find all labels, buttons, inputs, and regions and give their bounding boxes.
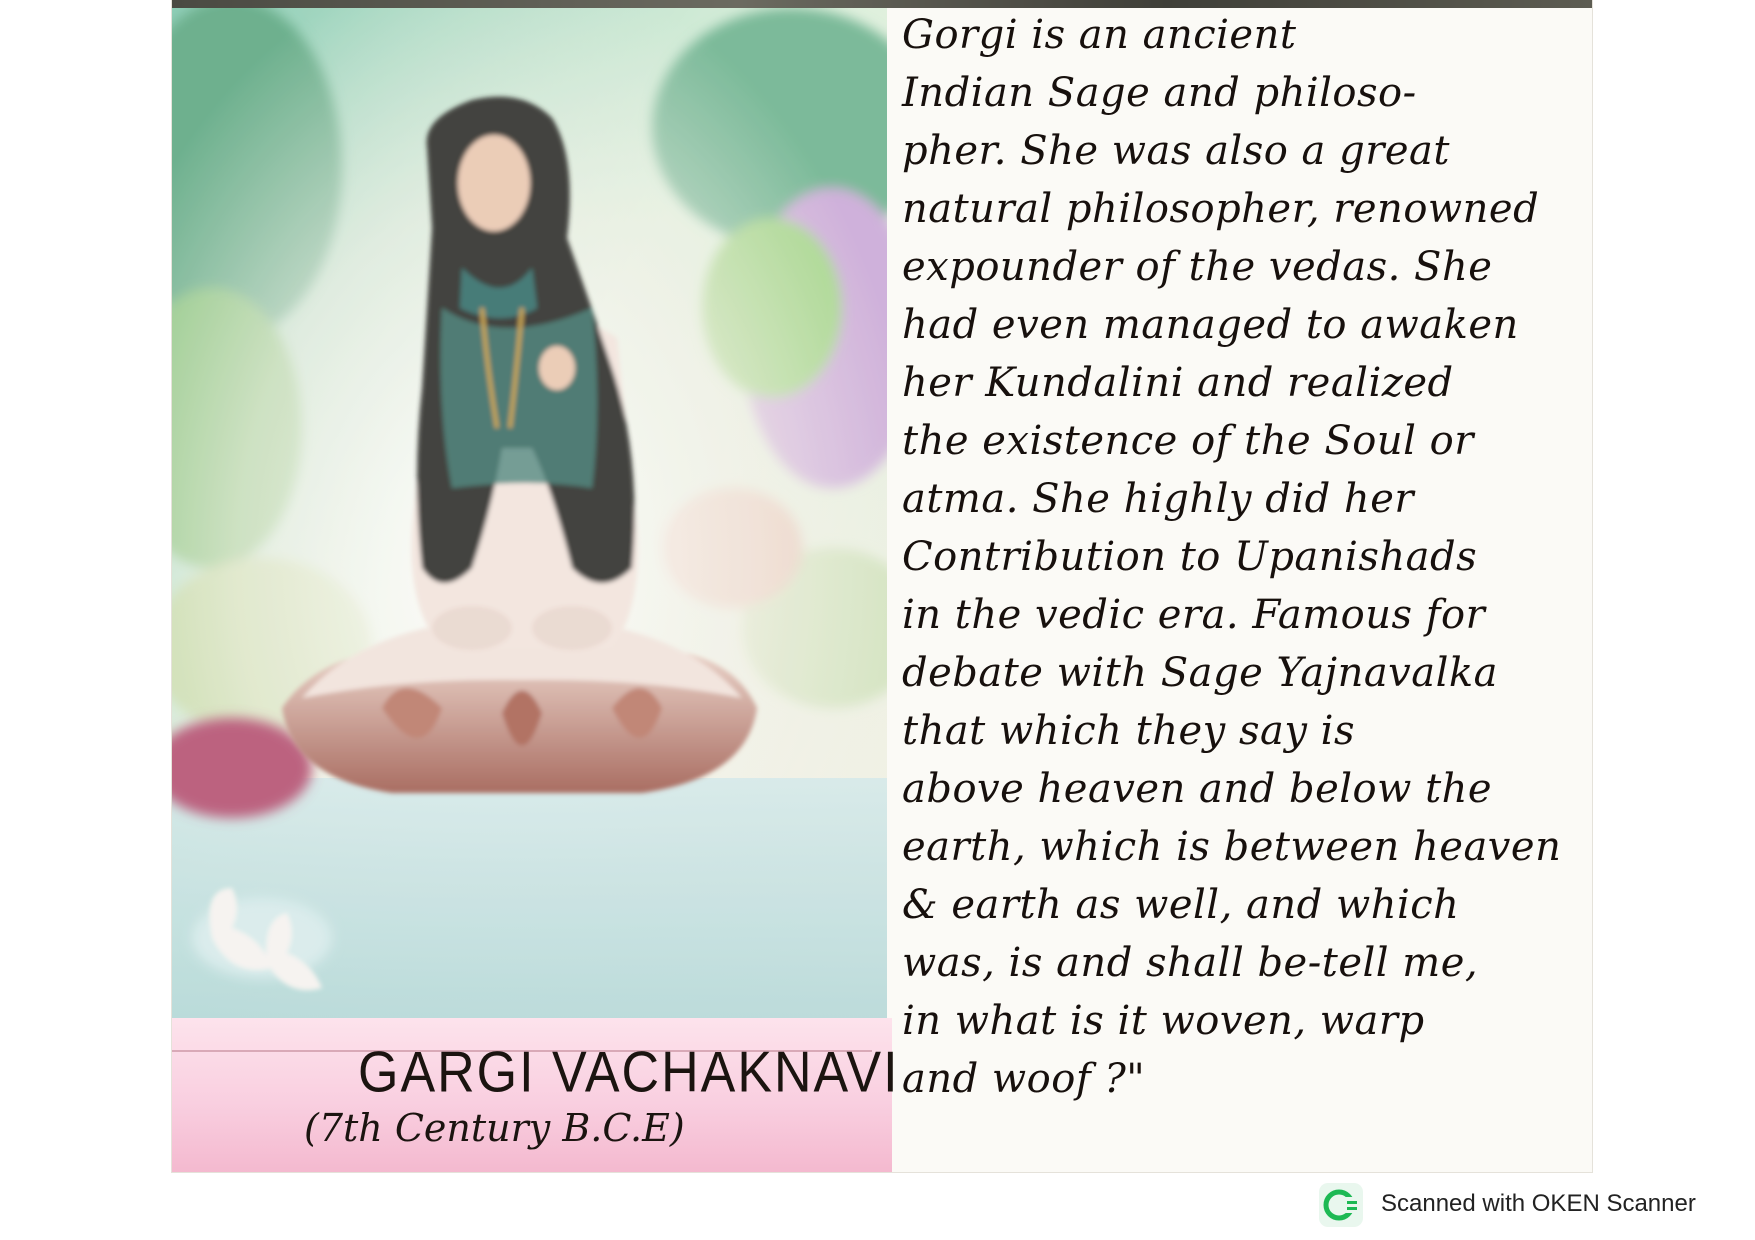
note-line: her Kundalini and realized (902, 360, 1454, 406)
note-line: pher. She was also a great (902, 128, 1450, 174)
note-line: was, is and shall be-tell me, (902, 940, 1479, 986)
note-line: above heaven and below the (902, 766, 1493, 812)
note-line: natural philosopher, renowned (902, 186, 1540, 232)
note-line: expounder of the vedas. She (902, 244, 1493, 290)
gargi-painting (172, 8, 887, 1018)
scanner-watermark (1319, 1183, 1739, 1227)
handwritten-note (902, 12, 1592, 1167)
note-line: & earth as well, and which (902, 882, 1460, 928)
oken-scanner-logo-icon (1319, 1183, 1363, 1227)
note-line: that which they say is (902, 708, 1355, 754)
note-line: Indian Sage and philoso- (902, 70, 1417, 116)
note-line: earth, which is between heaven (902, 824, 1562, 870)
scanner-label: Scanned with OKEN Scanner (1381, 1190, 1696, 1217)
painting-illustration (172, 8, 887, 1018)
note-line: in the vedic era. Famous for (902, 592, 1486, 638)
note-line: and woof ?" (902, 1056, 1146, 1102)
note-line: the existence of the Soul or (902, 418, 1474, 464)
scanned-page (172, 0, 1592, 1172)
note-line: debate with Sage Yajnavalka (902, 650, 1498, 696)
note-line: Contribution to Upanishads (902, 534, 1478, 580)
note-line: in what is it woven, warp (902, 998, 1425, 1044)
page-top-edge (172, 0, 1592, 8)
note-line: atma. She highly did her (902, 476, 1414, 522)
note-line: Gorgi is an ancient (902, 12, 1297, 58)
caption-name: GARGI VACHAKNAVI (358, 1041, 900, 1105)
note-line: had even managed to awaken (902, 302, 1519, 348)
caption-era: (7th Century B.C.E) (304, 1106, 685, 1150)
